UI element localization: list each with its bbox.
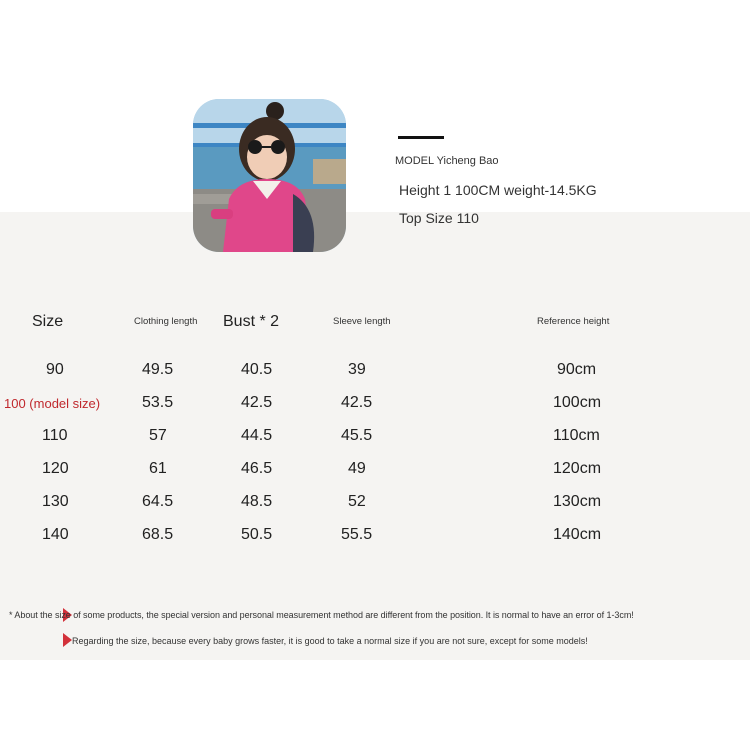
table-cell: 64.5: [142, 493, 174, 510]
table-cell: 61: [149, 460, 167, 477]
table-cell: 52: [348, 493, 366, 510]
table-cell: 90: [46, 361, 64, 378]
model-height-weight: Height 1 100CM weight-14.5KG: [399, 182, 597, 198]
table-cell: 39: [348, 361, 366, 378]
table-cell: 46.5: [241, 460, 273, 477]
header-clothing-length: Clothing length: [134, 316, 198, 327]
note-flag-icon: [63, 633, 72, 647]
table-cell: 68.5: [142, 526, 174, 543]
header-size: Size: [32, 313, 64, 330]
table-cell: 140: [42, 526, 69, 543]
note-sizing-advice: Regarding the size, because every baby grows faster, it is good to take a normal size if you are not sure, except for some models!: [72, 636, 588, 646]
table-cell: 48.5: [241, 493, 273, 510]
table-cell: 53.5: [142, 394, 174, 411]
table-cell: 120: [42, 460, 69, 477]
header-reference-height: Reference height: [537, 316, 610, 327]
model-photo: [193, 99, 346, 252]
table-cell: 57: [149, 427, 167, 444]
table-cell: 44.5: [241, 427, 273, 444]
divider-line: [398, 136, 444, 139]
table-cell: 40.5: [241, 361, 273, 378]
table-cell: 90cm: [557, 361, 597, 378]
table-cell: 55.5: [341, 526, 373, 543]
table-cell: 45.5: [341, 427, 373, 444]
header-sleeve-length: Sleeve length: [333, 316, 391, 327]
table-cell: 42.5: [341, 394, 373, 411]
table-cell: 130: [42, 493, 69, 510]
note-measurement: * About the size of some products, the special version and personal measurement method are different from the position. It is normal to have an error of 1-3cm!: [9, 610, 634, 620]
model-top-size: Top Size 110: [399, 210, 479, 226]
table-cell: 110cm: [553, 427, 600, 444]
table-cell: 42.5: [241, 394, 273, 411]
table-cell: 50.5: [241, 526, 273, 543]
table-cell: 49.5: [142, 361, 174, 378]
table-cell: 140cm: [553, 526, 602, 543]
table-cell: 130cm: [553, 493, 602, 510]
model-name: MODEL Yicheng Bao: [395, 155, 499, 167]
table-cell: 100cm: [553, 394, 602, 411]
size-chart-panel: [0, 212, 750, 660]
table-cell: 110: [42, 427, 68, 444]
table-cell: 49: [348, 460, 366, 477]
table-cell: 120cm: [553, 460, 602, 477]
table-cell-model-size: 100 (model size): [4, 396, 101, 411]
header-bust: Bust * 2: [223, 313, 280, 330]
